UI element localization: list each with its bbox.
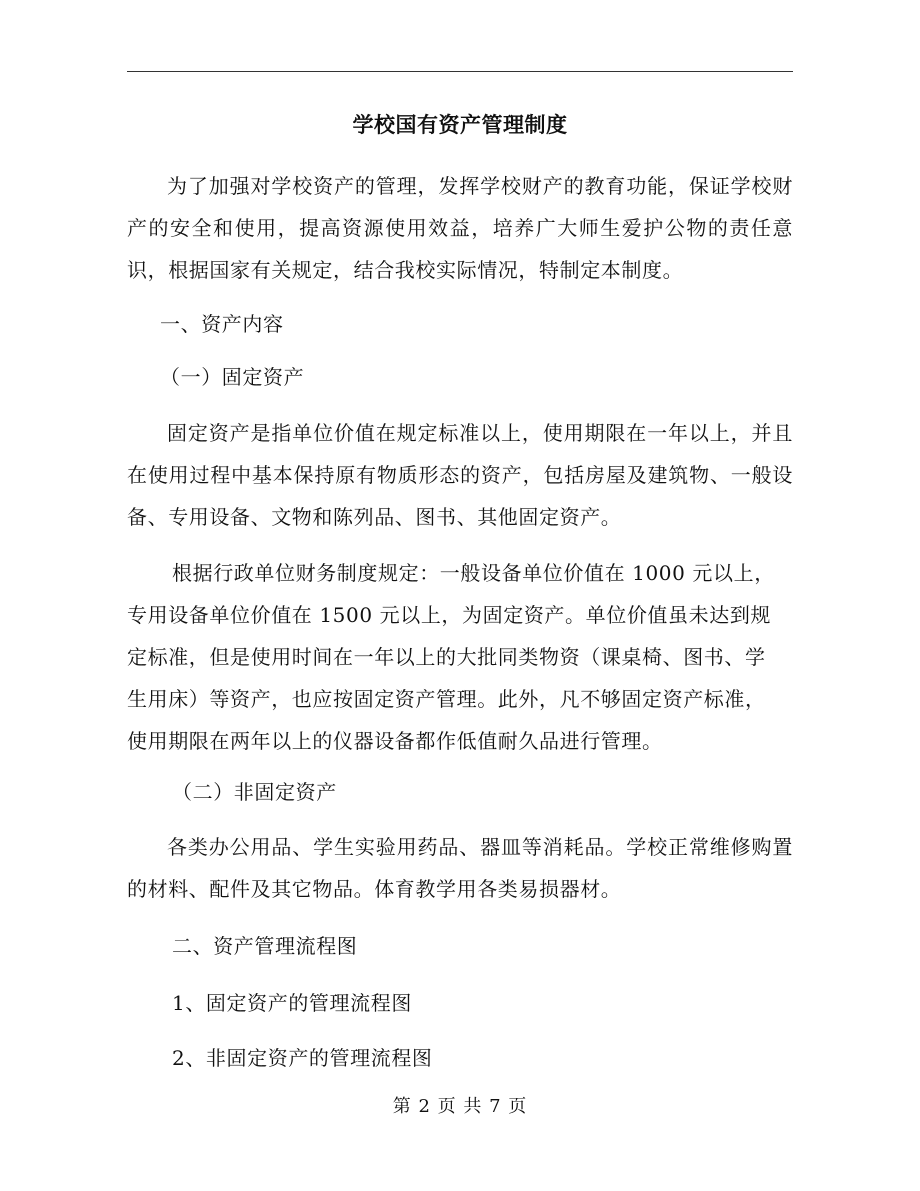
flow-item-fixed-assets: 1、固定资产的管理流程图 (172, 991, 412, 1015)
document-title: 学校国有资产管理制度 (352, 112, 568, 137)
section-heading-assets-content: 一、资产内容 (160, 312, 284, 336)
finance-rule-line-3: 定标准，但是使用时间在一年以上的大批同类物资（课桌椅、图书、学 (127, 645, 766, 669)
finance-rule-line-2: 专用设备单位价值在 1500 元以上，为固定资产。单位价值虽未达到规 (127, 603, 772, 627)
finance-rule-line-4: 生用床）等资产，也应按固定资产管理。此外，凡不够固定资产标准， (127, 687, 766, 711)
page-number-footer: 第 2 页 共 7 页 (392, 1096, 528, 1117)
subsection-heading-fixed-assets: （一）固定资产 (160, 365, 305, 389)
flow-item-non-fixed-assets: 2、非固定资产的管理流程图 (172, 1046, 433, 1070)
header-rule (127, 71, 793, 72)
finance-rule-line-5: 使用期限在两年以上的仪器设备都作低值耐久品进行管理。 (127, 729, 663, 753)
intro-paragraph: 为了加强对学校资产的管理，发挥学校财产的教育功能，保证学校财产的安全和使用，提高资源使用效益，培养广大师生爱护公物的责任意识，根据国家有关规定，结合我校实际情况，特制定本制度。 (127, 174, 793, 282)
finance-rule-line-1: 根据行政单位财务制度规定：一般设备单位价值在 1000 元以上， (172, 561, 775, 585)
non-fixed-assets-paragraph: 各类办公用品、学生实验用药品、器皿等消耗品。学校正常维修购置的材料、配件及其它物品。体育教学用各类易损器材。 (127, 835, 793, 901)
fixed-assets-definition-paragraph: 固定资产是指单位价值在规定标准以上，使用期限在一年以上，并且在使用过程中基本保持原有物质形态的资产，包括房屋及建筑物、一般设备、专用设备、文物和陈列品、图书、其他固定资产。 (127, 421, 793, 529)
section-heading-flow-charts: 二、资产管理流程图 (172, 934, 358, 958)
subsection-heading-non-fixed-assets: （二）非固定资产 (172, 780, 337, 804)
